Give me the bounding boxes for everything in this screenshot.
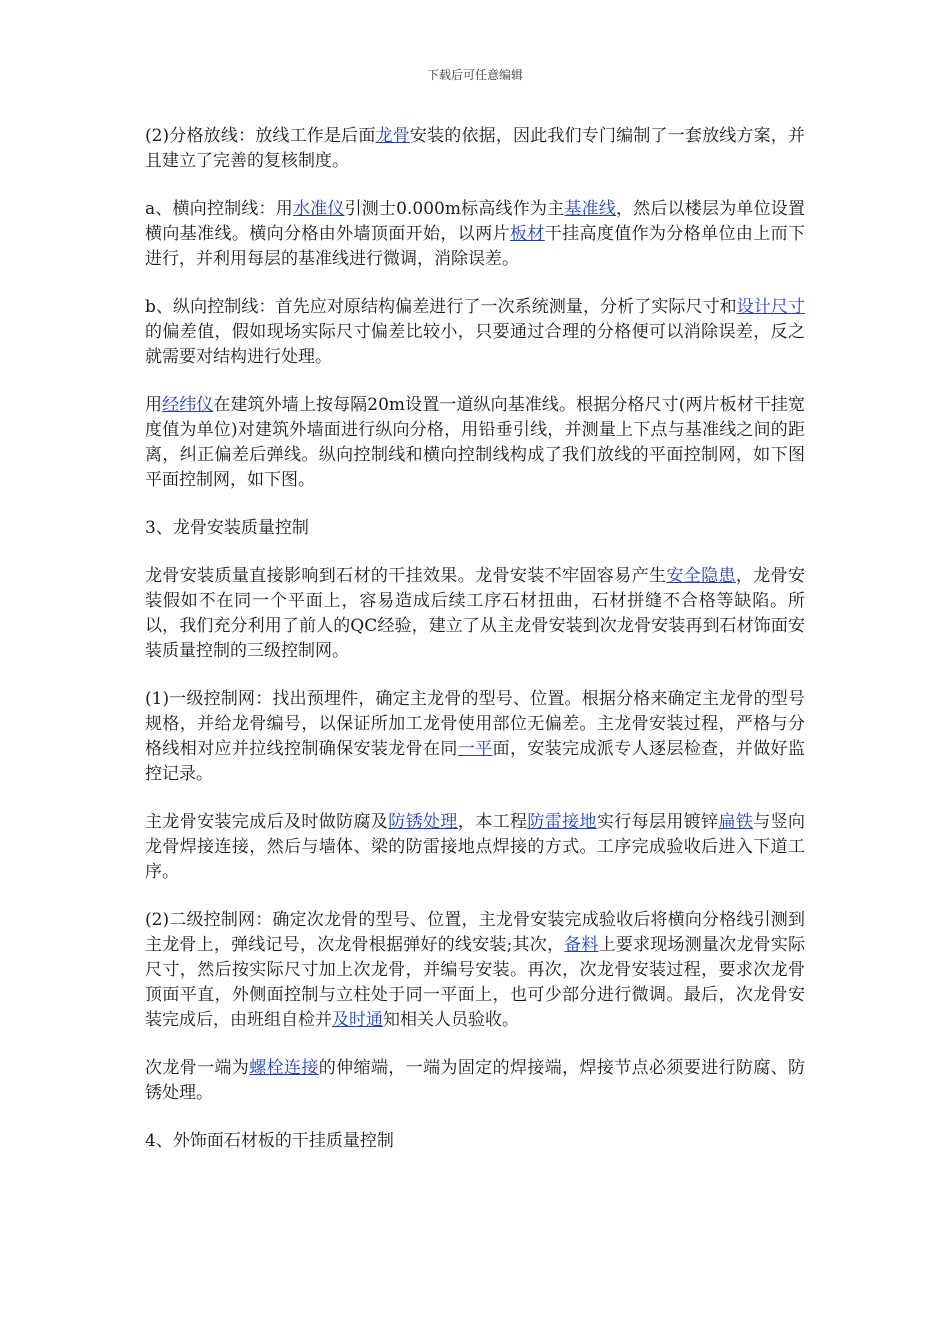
inline-link[interactable]: 备料 [564, 935, 599, 955]
paragraph-text: (2)二级控制网：确定次龙骨的型号、位置，主龙骨安装完成验收后将横向分格线引测到主龙骨上，弹线记号，次龙骨根据弹好的线安装;其次， [145, 910, 805, 955]
paragraph-text: 次龙骨一端为 [145, 1058, 250, 1078]
paragraph-text: ，然后以楼层为单位设置横向基准线。横向分格由外墙顶面开始，以两片 [145, 199, 806, 244]
paragraph-text: 知相关人员验收。 [383, 1010, 519, 1030]
inline-link[interactable]: 及时通 [332, 1010, 383, 1030]
inline-link[interactable]: 基准线 [564, 199, 616, 219]
paragraph [145, 516, 805, 541]
paragraph [145, 564, 805, 664]
inline-link[interactable]: 经纬仪 [162, 395, 214, 415]
paragraph-text: 龙骨安装质量直接影响到石材的干挂效果。龙骨安装不牢固容易产生 [145, 566, 667, 586]
paragraph [145, 1056, 805, 1106]
paragraph [145, 124, 805, 174]
paragraph-text: 面，安装完成派专人逐层检查，并做好监控记录。 [145, 739, 806, 784]
paragraph [145, 1129, 805, 1154]
paragraph-text: 的伸缩端，一端为固定的焊接端，焊接节点必须要进行防腐、防锈处理。 [145, 1058, 806, 1103]
paragraph-text: ，本工程 [457, 812, 528, 832]
paragraph [145, 295, 805, 370]
document-body [145, 124, 805, 1177]
paragraph-text: 在建筑外墙上按每隔20m设置一道纵向基准线。根据分格尺寸(两片板材干挂宽度值为单位)对建筑外墙面进行纵向分格，用铅垂引线，并测量上下点与基准线之间的距离，纠正偏差后弹线。纵向控制线和横向控制线构成了我们放线的平面控制网，如下图平面控制网，如下图。 [145, 395, 806, 490]
paragraph-text: 实行每层用镀锌 [596, 812, 719, 832]
paragraph [145, 810, 805, 885]
inline-link[interactable]: 螺栓连接 [249, 1058, 319, 1078]
paragraph-text: 用 [145, 395, 163, 415]
paragraph-text: a、横向控制线：用 [145, 199, 293, 219]
paragraph [145, 908, 805, 1033]
paragraph-text: 的偏差值，假如现场实际尺寸偏差比较小，只要通过合理的分格便可以消除误差，反之就需要对结构进行处理。 [145, 322, 805, 367]
paragraph [145, 197, 805, 272]
inline-link[interactable]: 板材 [509, 224, 545, 244]
page-header: 下载后可任意编辑 [426, 68, 523, 82]
paragraph-text: 4、外饰面石材板的干挂质量控制 [145, 1131, 394, 1151]
inline-link[interactable]: 防雷接地 [527, 812, 597, 832]
paragraph-text: (1)一级控制网：找出预埋件，确定主龙骨的型号、位置。根据分格来确定主龙骨的型号规格，并给龙骨编号，以保证所加工龙骨使用部位无偏差。主龙骨安装过程，严格与分格线相对应并拉线控制确保安装龙骨在同 [145, 689, 805, 759]
inline-link[interactable]: 安全隐患 [666, 566, 736, 586]
paragraph [145, 393, 805, 493]
inline-link[interactable]: 防锈处理 [388, 812, 458, 832]
paragraph [145, 687, 805, 787]
inline-link[interactable]: 设计尺寸 [736, 297, 805, 317]
inline-link[interactable]: 一平 [457, 739, 493, 759]
inline-link[interactable]: 龙骨 [375, 126, 410, 146]
paragraph-text: 干挂高度值作为分格单位由上而下进行，并利用每层的基准线进行微调，消除误差。 [145, 224, 806, 269]
paragraph-text: (2)分格放线：放线工作是后面 [145, 126, 376, 146]
paragraph-text: ，龙骨安装假如不在同一个平面上，容易造成后续工序石材扭曲，石材拼缝不合格等缺陷。所以，我们充分利用了前人的QC经验，建立了从主龙骨安装到次龙骨安装再到石材饰面安装质量控制的三级控制网。 [145, 566, 806, 661]
paragraph-text: 与竖向龙骨焊接连接，然后与墙体、梁的防雷接地点焊接的方式。工序完成验收后进入下道工序。 [145, 812, 806, 882]
paragraph-text: 引测士0.000m标高线作为主 [344, 199, 565, 219]
inline-link[interactable]: 水准仪 [292, 199, 345, 219]
paragraph-text: 安装的依据，因此我们专门编制了一套放线方案，并且建立了完善的复核制度。 [145, 126, 805, 171]
paragraph-text: 主龙骨安装完成后及时做防腐及 [145, 812, 389, 832]
inline-link[interactable]: 扁铁 [718, 812, 754, 832]
paragraph-text: 3、龙骨安装质量控制 [145, 518, 309, 538]
paragraph-text: 上要求现场测量次龙骨实际尺寸，然后按实际尺寸加上次龙骨，并编号安装。再次，次龙骨安装过程，要求次龙骨顶面平直，外侧面控制与立柱处于同一平面上，也可少部分进行微调。最后，次龙骨安装完成后，由班组自检并 [145, 935, 806, 1030]
paragraph-text: b、纵向控制线：首先应对原结构偏差进行了一次系统测量，分析了实际尺寸和 [145, 297, 737, 317]
